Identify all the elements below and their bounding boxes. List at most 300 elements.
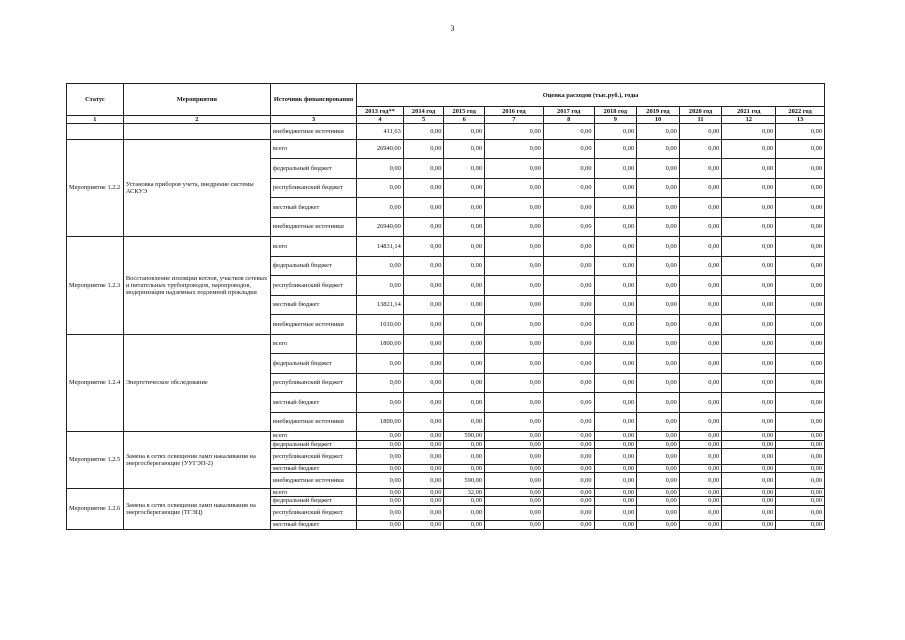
value-cell: 0,00 <box>403 295 444 315</box>
value-cell: 411,63 <box>357 124 404 140</box>
source-cell: местный бюджет <box>270 521 356 530</box>
header-year: 2017 год <box>543 107 594 116</box>
value-cell: 0,00 <box>403 488 444 497</box>
header-estimate: Оценка расходов (тыс.руб.), годы <box>357 84 825 107</box>
value-cell: 0,00 <box>444 334 485 354</box>
value-cell: 590,00 <box>444 473 485 489</box>
value-cell: 0,00 <box>484 354 543 374</box>
source-cell: всего <box>270 237 356 257</box>
value-cell: 0,00 <box>444 449 485 465</box>
value-cell: 1800,00 <box>357 412 404 432</box>
value-cell: 0,00 <box>357 276 404 296</box>
source-cell: всего <box>270 334 356 354</box>
value-cell: 0,00 <box>484 217 543 237</box>
value-cell: 0,00 <box>722 256 776 276</box>
value-cell: 0,00 <box>679 412 722 432</box>
table-row <box>67 237 825 257</box>
source-cell: всего <box>270 488 356 497</box>
value-cell: 0,00 <box>637 315 680 335</box>
value-cell: 0,00 <box>444 412 485 432</box>
value-cell: 0,00 <box>679 497 722 506</box>
value-cell: 0,00 <box>357 198 404 218</box>
value-cell: 0,00 <box>594 432 637 441</box>
value-cell: 0,00 <box>403 505 444 521</box>
value-cell: 0,00 <box>679 217 722 237</box>
value-cell: 0,00 <box>484 276 543 296</box>
value-cell: 0,00 <box>484 295 543 315</box>
value-cell: 0,00 <box>594 276 637 296</box>
column-number: 5 <box>403 116 444 124</box>
value-cell: 0,00 <box>637 295 680 315</box>
value-cell: 0,00 <box>594 497 637 506</box>
value-cell: 0,00 <box>403 178 444 198</box>
value-cell: 0,00 <box>679 237 722 257</box>
value-cell: 0,00 <box>776 295 825 315</box>
value-cell: 0,00 <box>444 505 485 521</box>
value-cell: 0,00 <box>444 521 485 530</box>
value-cell: 0,00 <box>776 159 825 179</box>
value-cell: 0,00 <box>594 237 637 257</box>
value-cell: 0,00 <box>594 124 637 140</box>
column-number: 12 <box>722 116 776 124</box>
event-cell <box>123 124 270 140</box>
source-cell: федеральный бюджет <box>270 440 356 449</box>
value-cell: 0,00 <box>484 159 543 179</box>
value-cell: 0,00 <box>637 256 680 276</box>
value-cell: 0,00 <box>403 354 444 374</box>
value-cell: 0,00 <box>543 373 594 393</box>
value-cell: 0,00 <box>679 276 722 296</box>
value-cell: 0,00 <box>722 373 776 393</box>
value-cell: 0,00 <box>679 505 722 521</box>
value-cell: 0,00 <box>357 464 404 473</box>
value-cell: 0,00 <box>357 505 404 521</box>
value-cell: 0,00 <box>722 178 776 198</box>
column-number: 6 <box>444 116 485 124</box>
value-cell: 0,00 <box>543 521 594 530</box>
value-cell: 590,00 <box>444 432 485 441</box>
column-number: 1 <box>67 116 124 124</box>
value-cell: 0,00 <box>444 440 485 449</box>
value-cell: 0,00 <box>776 432 825 441</box>
value-cell: 0,00 <box>357 432 404 441</box>
value-cell: 0,00 <box>403 464 444 473</box>
value-cell: 0,00 <box>679 198 722 218</box>
value-cell: 0,00 <box>637 354 680 374</box>
value-cell: 0,00 <box>776 473 825 489</box>
value-cell: 0,00 <box>722 521 776 530</box>
value-cell: 0,00 <box>543 256 594 276</box>
table-row <box>67 334 825 354</box>
column-number: 8 <box>543 116 594 124</box>
value-cell: 0,00 <box>484 505 543 521</box>
value-cell: 0,00 <box>637 497 680 506</box>
column-number: 2 <box>123 116 270 124</box>
column-number: 7 <box>484 116 543 124</box>
value-cell: 0,00 <box>722 217 776 237</box>
value-cell: 0,00 <box>357 256 404 276</box>
value-cell: 0,00 <box>403 256 444 276</box>
value-cell: 0,00 <box>776 373 825 393</box>
value-cell: 0,00 <box>484 412 543 432</box>
value-cell: 0,00 <box>594 373 637 393</box>
header-year: 2015 год <box>444 107 485 116</box>
source-cell: внебюджетные источники <box>270 473 356 489</box>
header-year: 2014 год <box>403 107 444 116</box>
value-cell: 0,00 <box>722 440 776 449</box>
value-cell: 0,00 <box>776 315 825 335</box>
value-cell: 0,00 <box>403 139 444 159</box>
value-cell: 0,00 <box>722 198 776 218</box>
value-cell: 0,00 <box>637 505 680 521</box>
value-cell: 0,00 <box>637 373 680 393</box>
source-cell: внебюджетные источники <box>270 124 356 140</box>
status-cell: Мероприятие 1.2.2 <box>67 139 124 237</box>
value-cell: 0,00 <box>722 315 776 335</box>
value-cell: 0,00 <box>484 432 543 441</box>
source-cell: местный бюджет <box>270 393 356 413</box>
value-cell: 0,00 <box>484 334 543 354</box>
header-year: 2013 год** <box>357 107 404 116</box>
source-cell: местный бюджет <box>270 295 356 315</box>
value-cell: 0,00 <box>444 464 485 473</box>
value-cell: 0,00 <box>444 315 485 335</box>
event-cell: Замена в сетях освещения ламп накаливания на энергосберегающие (ТГЭЦ) <box>123 488 270 529</box>
value-cell: 0,00 <box>637 432 680 441</box>
value-cell: 0,00 <box>484 139 543 159</box>
value-cell: 0,00 <box>444 178 485 198</box>
value-cell: 0,00 <box>637 237 680 257</box>
value-cell: 0,00 <box>484 256 543 276</box>
value-cell: 0,00 <box>679 488 722 497</box>
value-cell: 0,00 <box>637 159 680 179</box>
event-cell: Восстановление изоляции котлов, участков сетевых и питательных трубопроводов, паропроводов, модернизация надземных подземной прокладки <box>123 237 270 335</box>
value-cell: 0,00 <box>776 440 825 449</box>
value-cell: 0,00 <box>403 334 444 354</box>
source-cell: внебюджетные источники <box>270 412 356 432</box>
value-cell: 0,00 <box>594 505 637 521</box>
value-cell: 0,00 <box>679 440 722 449</box>
value-cell: 0,00 <box>776 412 825 432</box>
column-number: 11 <box>679 116 722 124</box>
value-cell: 0,00 <box>679 354 722 374</box>
value-cell: 0,00 <box>403 432 444 441</box>
source-cell: республиканский бюджет <box>270 276 356 296</box>
value-cell: 0,00 <box>594 473 637 489</box>
value-cell: 0,00 <box>444 139 485 159</box>
source-cell: внебюджетные источники <box>270 315 356 335</box>
table-row <box>67 139 825 159</box>
value-cell: 0,00 <box>776 256 825 276</box>
value-cell: 0,00 <box>776 354 825 374</box>
value-cell: 0,00 <box>543 393 594 413</box>
value-cell: 0,00 <box>357 393 404 413</box>
table-row <box>67 432 825 441</box>
value-cell: 0,00 <box>594 159 637 179</box>
value-cell: 0,00 <box>594 521 637 530</box>
header-year: 2020 год <box>679 107 722 116</box>
value-cell: 32,00 <box>444 488 485 497</box>
value-cell: 0,00 <box>444 256 485 276</box>
value-cell: 26940,00 <box>357 139 404 159</box>
value-cell: 0,00 <box>722 159 776 179</box>
value-cell: 0,00 <box>637 178 680 198</box>
value-cell: 0,00 <box>357 354 404 374</box>
table-body <box>67 124 825 530</box>
value-cell: 0,00 <box>403 124 444 140</box>
value-cell: 0,00 <box>403 393 444 413</box>
value-cell: 0,00 <box>403 473 444 489</box>
source-cell: федеральный бюджет <box>270 159 356 179</box>
header-year: 2021 год <box>722 107 776 116</box>
value-cell: 0,00 <box>357 178 404 198</box>
value-cell: 0,00 <box>637 198 680 218</box>
column-number: 10 <box>637 116 680 124</box>
value-cell: 0,00 <box>776 237 825 257</box>
value-cell: 0,00 <box>637 473 680 489</box>
value-cell: 0,00 <box>357 488 404 497</box>
value-cell: 0,00 <box>679 393 722 413</box>
event-cell: Установка приборов учета, внедрение системы АСКУЭ <box>123 139 270 237</box>
value-cell: 0,00 <box>444 237 485 257</box>
value-cell: 0,00 <box>543 198 594 218</box>
value-cell: 0,00 <box>637 412 680 432</box>
value-cell: 0,00 <box>637 334 680 354</box>
value-cell: 0,00 <box>543 315 594 335</box>
value-cell: 26940,00 <box>357 217 404 237</box>
value-cell: 0,00 <box>484 449 543 465</box>
value-cell: 0,00 <box>637 488 680 497</box>
value-cell: 0,00 <box>484 473 543 489</box>
value-cell: 0,00 <box>543 237 594 257</box>
value-cell: 0,00 <box>679 315 722 335</box>
value-cell: 0,00 <box>484 497 543 506</box>
value-cell: 0,00 <box>484 198 543 218</box>
value-cell: 0,00 <box>484 237 543 257</box>
value-cell: 0,00 <box>722 505 776 521</box>
value-cell: 0,00 <box>637 393 680 413</box>
header-event: Мероприятия <box>123 84 270 116</box>
value-cell: 0,00 <box>594 488 637 497</box>
value-cell: 0,00 <box>543 505 594 521</box>
value-cell: 0,00 <box>679 295 722 315</box>
value-cell: 0,00 <box>722 139 776 159</box>
value-cell: 0,00 <box>594 354 637 374</box>
value-cell: 0,00 <box>403 373 444 393</box>
value-cell: 0,00 <box>776 449 825 465</box>
value-cell: 1800,00 <box>357 334 404 354</box>
value-cell: 0,00 <box>776 198 825 218</box>
value-cell: 0,00 <box>403 217 444 237</box>
value-cell: 0,00 <box>637 124 680 140</box>
source-cell: федеральный бюджет <box>270 256 356 276</box>
value-cell: 0,00 <box>776 139 825 159</box>
value-cell: 0,00 <box>594 334 637 354</box>
value-cell: 0,00 <box>484 373 543 393</box>
value-cell: 0,00 <box>722 432 776 441</box>
column-number: 3 <box>270 116 356 124</box>
value-cell: 0,00 <box>444 198 485 218</box>
value-cell: 0,00 <box>776 124 825 140</box>
value-cell: 0,00 <box>543 354 594 374</box>
value-cell: 0,00 <box>776 276 825 296</box>
value-cell: 0,00 <box>484 440 543 449</box>
value-cell: 0,00 <box>543 473 594 489</box>
column-number: 4 <box>357 116 404 124</box>
value-cell: 0,00 <box>594 139 637 159</box>
value-cell: 0,00 <box>722 354 776 374</box>
value-cell: 0,00 <box>484 178 543 198</box>
header-status: Статус <box>67 84 124 116</box>
value-cell: 0,00 <box>444 393 485 413</box>
value-cell: 0,00 <box>543 440 594 449</box>
value-cell: 0,00 <box>594 256 637 276</box>
value-cell: 0,00 <box>543 124 594 140</box>
value-cell: 0,00 <box>403 440 444 449</box>
value-cell: 0,00 <box>357 440 404 449</box>
value-cell: 0,00 <box>543 449 594 465</box>
value-cell: 0,00 <box>543 178 594 198</box>
value-cell: 0,00 <box>543 159 594 179</box>
value-cell: 0,00 <box>444 124 485 140</box>
value-cell: 0,00 <box>484 124 543 140</box>
source-cell: федеральный бюджет <box>270 497 356 506</box>
value-cell: 0,00 <box>444 354 485 374</box>
value-cell: 14831,14 <box>357 237 404 257</box>
value-cell: 0,00 <box>484 315 543 335</box>
value-cell: 0,00 <box>594 295 637 315</box>
value-cell: 0,00 <box>543 334 594 354</box>
source-cell: республиканский бюджет <box>270 178 356 198</box>
status-cell: Мероприятие 1.2.5 <box>67 432 124 489</box>
value-cell: 0,00 <box>722 412 776 432</box>
value-cell: 0,00 <box>484 393 543 413</box>
source-cell: республиканский бюджет <box>270 449 356 465</box>
value-cell: 0,00 <box>637 464 680 473</box>
value-cell: 0,00 <box>444 373 485 393</box>
table-row <box>67 124 825 140</box>
event-cell: Замена в сетях освещения ламп накаливания на энергосберегающие (УУГЭП-2) <box>123 432 270 489</box>
value-cell: 0,00 <box>722 393 776 413</box>
column-number: 9 <box>594 116 637 124</box>
value-cell: 0,00 <box>594 393 637 413</box>
value-cell: 0,00 <box>594 440 637 449</box>
value-cell: 0,00 <box>679 464 722 473</box>
value-cell: 0,00 <box>484 464 543 473</box>
table-row <box>67 488 825 497</box>
value-cell: 0,00 <box>722 237 776 257</box>
value-cell: 0,00 <box>543 432 594 441</box>
value-cell: 0,00 <box>679 334 722 354</box>
value-cell: 0,00 <box>594 178 637 198</box>
value-cell: 0,00 <box>403 237 444 257</box>
value-cell: 0,00 <box>776 488 825 497</box>
value-cell: 0,00 <box>722 449 776 465</box>
value-cell: 0,00 <box>776 521 825 530</box>
value-cell: 0,00 <box>679 139 722 159</box>
value-cell: 0,00 <box>543 464 594 473</box>
value-cell: 0,00 <box>444 159 485 179</box>
source-cell: республиканский бюджет <box>270 505 356 521</box>
header-year: 2018 год <box>594 107 637 116</box>
value-cell: 1010,00 <box>357 315 404 335</box>
value-cell: 0,00 <box>403 412 444 432</box>
value-cell: 0,00 <box>637 276 680 296</box>
value-cell: 0,00 <box>722 497 776 506</box>
value-cell: 0,00 <box>484 521 543 530</box>
value-cell: 0,00 <box>637 440 680 449</box>
status-cell: Мероприятие 1.2.6 <box>67 488 124 529</box>
value-cell: 0,00 <box>357 521 404 530</box>
source-cell: всего <box>270 432 356 441</box>
value-cell: 0,00 <box>543 217 594 237</box>
value-cell: 0,00 <box>403 198 444 218</box>
value-cell: 0,00 <box>444 276 485 296</box>
value-cell: 0,00 <box>637 139 680 159</box>
value-cell: 0,00 <box>679 432 722 441</box>
value-cell: 0,00 <box>776 505 825 521</box>
expenses-table <box>66 83 825 530</box>
source-cell: федеральный бюджет <box>270 354 356 374</box>
value-cell: 0,00 <box>543 488 594 497</box>
value-cell: 0,00 <box>444 497 485 506</box>
value-cell: 0,00 <box>722 276 776 296</box>
value-cell: 0,00 <box>722 473 776 489</box>
value-cell: 0,00 <box>444 217 485 237</box>
value-cell: 0,00 <box>722 295 776 315</box>
value-cell: 0,00 <box>679 449 722 465</box>
value-cell: 0,00 <box>543 295 594 315</box>
source-cell: всего <box>270 139 356 159</box>
value-cell: 0,00 <box>722 334 776 354</box>
value-cell: 0,00 <box>776 464 825 473</box>
source-cell: местный бюджет <box>270 464 356 473</box>
value-cell: 0,00 <box>776 217 825 237</box>
table-header <box>67 84 825 124</box>
value-cell: 0,00 <box>484 488 543 497</box>
value-cell: 0,00 <box>679 373 722 393</box>
value-cell: 0,00 <box>403 159 444 179</box>
source-cell: внебюджетные источники <box>270 217 356 237</box>
value-cell: 0,00 <box>594 449 637 465</box>
value-cell: 0,00 <box>444 295 485 315</box>
header-year: 2016 год <box>484 107 543 116</box>
header-year: 2019 год <box>637 107 680 116</box>
value-cell: 0,00 <box>403 276 444 296</box>
value-cell: 0,00 <box>403 497 444 506</box>
page-number: 3 <box>450 24 455 33</box>
source-cell: республиканский бюджет <box>270 373 356 393</box>
status-cell <box>67 124 124 140</box>
value-cell: 0,00 <box>722 488 776 497</box>
value-cell: 0,00 <box>679 178 722 198</box>
value-cell: 0,00 <box>594 464 637 473</box>
event-cell: Энергетическое обследование <box>123 334 270 432</box>
column-number: 13 <box>776 116 825 124</box>
value-cell: 0,00 <box>357 473 404 489</box>
value-cell: 0,00 <box>776 334 825 354</box>
value-cell: 0,00 <box>357 449 404 465</box>
value-cell: 0,00 <box>543 276 594 296</box>
header-year: 2022 год <box>776 107 825 116</box>
header-source: Источник финансирования <box>270 84 356 116</box>
value-cell: 0,00 <box>403 521 444 530</box>
source-cell: местный бюджет <box>270 198 356 218</box>
value-cell: 0,00 <box>637 521 680 530</box>
value-cell: 0,00 <box>776 178 825 198</box>
value-cell: 0,00 <box>679 473 722 489</box>
value-cell: 0,00 <box>594 198 637 218</box>
